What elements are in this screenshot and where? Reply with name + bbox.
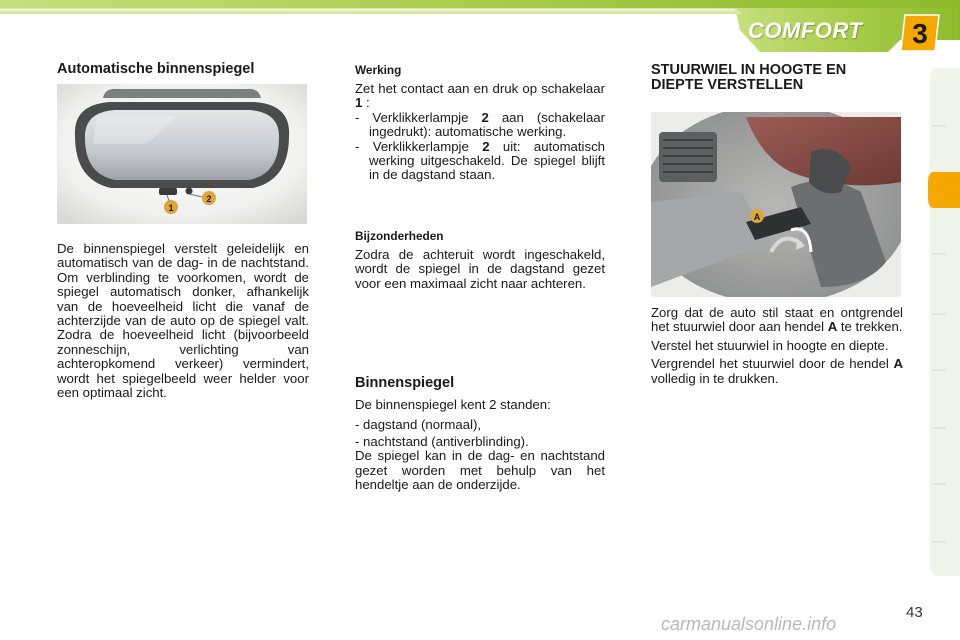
left-body-text: De binnenspiegel verstelt geleidelijk en automatisch van de dag- in de nachtstand. Om verblinding te voorkomen, wordt de spiegel automatisch donker, afhankelijk van de hoeveelheid licht die vanaf de achterzijde van de auto op de spiegel valt. Zodra de hoeveelheid licht (bijvoorbeeld zonneschijn, verlichting van achteropkomend verkeer) vermindert, wordt het spiegelbeeld weer helder voor een optimaal zicht. [57,241,309,401]
binnenspiegel-item: - nachtstand (antiverblinding). [355,433,529,449]
chapter-number: 3 [912,18,928,49]
werking-item-tail: aan (schakelaar ingedrukt): automatische werking. [369,109,606,140]
binnenspiegel-text: De spiegel kan in de dag- en nachtstand gezet worden met behulp van het hendeltje aan de onderzijde. [355,448,605,493]
left-section-title: Automatische binnenspiegel [57,61,255,77]
werking-heading: Werking [355,63,402,77]
binnenspiegel-item: - dagstand (normaal), [355,417,482,433]
right-paragraph-3 [651,357,903,386]
binnenspiegel-section [355,398,605,492]
werking-item [355,111,605,140]
mirror-callout-1: 1 [168,203,174,213]
chapter-tabs[interactable] [926,68,960,576]
chapter-title: COMFORT [748,18,863,43]
page-number: 43 [906,604,923,621]
right-body [651,306,903,386]
binnenspiegel-heading: Binnenspiegel [355,375,455,391]
right-p3-key: A [893,356,903,372]
right-p1-text: Zorg dat de auto stil staat en ontgrendel het stuurwiel door aan hendel [651,305,903,335]
lever-callout-a: A [753,212,761,222]
binnenspiegel-intro: De binnenspiegel kent 2 standen: [355,397,551,412]
rearview-mirror-image [57,84,307,224]
werking-item [355,140,605,183]
mirror-callout-2: 2 [206,194,212,204]
werking-intro [355,82,605,111]
right-p3-tail: volledig in te drukken. [651,370,779,386]
right-p1-key: A [827,319,838,335]
werking-section [355,82,605,183]
right-section-title-line1: STUURWIEL IN HOOGTE EN [651,62,847,78]
bijzonderheden-heading: Bijzonderheden [355,229,444,243]
steering-wheel-lever-image [651,112,901,297]
right-p3-text: Vergrendel het stuurwiel door de hendel [651,356,894,372]
werking-intro-text: Zet het contact aan en druk op schakelaar [355,81,605,96]
werking-item-text: - Verklikkerlampje [355,109,482,125]
right-paragraph-2: Verstel het stuurwiel in hoogte en diepte. [651,337,889,353]
werking-item-text: - Verklikkerlampje [355,138,483,154]
werking-item-key: 2 [481,109,489,125]
watermark: carmanualsonline.info [661,614,837,634]
right-p1-tail: te trekken. [837,319,903,335]
werking-item-key: 2 [482,138,490,154]
werking-intro-tail: : [362,95,370,111]
werking-item-tail: uit: automatisch werking uitgeschakeld. De spiegel blijft in de dagstand staan. [369,138,605,183]
bijzonderheden-text: Zodra de achteruit wordt ingeschakeld, wordt de spiegel in de dagstand gezet voor een maximaal zicht naar achteren. [355,247,605,291]
right-paragraph-1 [651,306,903,335]
werking-intro-key: 1 [355,95,363,111]
right-section-title-line2: DIEPTE VERSTELLEN [651,77,804,93]
